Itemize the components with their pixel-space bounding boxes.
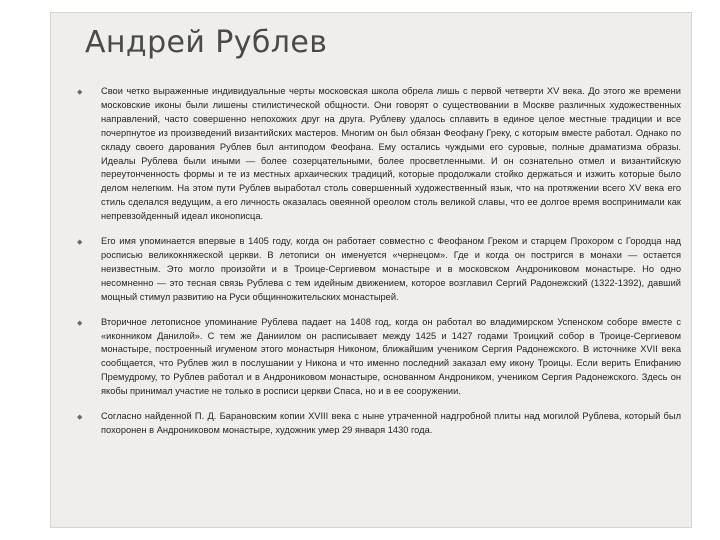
bullet-text-1: Свои четко выраженные индивидуальные черты московская школа обрела лишь с первой четверти XV века. До этого же времени московские иконы были лишены стилистической общности. Они говорят о существовании в Москве различных художественных направлений, часто совершенно непохожих друг на друга. Рублеву удалось сплавить в единое целое местные традиции и все почерпнутое из произведений византийских мастеров. Многим он был обязан Феофану Греку, с которым вместе работал. Однако по складу своего дарования Рублев был антиподом Феофана. Ему остались чуждыми его суровые, полные драматизма образы. Идеалы Рублева были иными — более созерцательными, более просветленными. И он сознательно отмел и византийскую переутонченность формы и те из местных архаических традиций, которые продолжали стойко держаться и изжить которые было делом нелегким. На этом пути Рублев выработал столь совершенный художественный язык, что на протяжении всего XV века его стиль сделался ведущим, а его личность оказалась овеянной ореолом столь великой славы, что ее долгое время воспринимали как непревзойденный идеал иконописца. (101, 86, 681, 222)
slide-title: Андрей Рублев (85, 25, 328, 60)
bullet-item-2 (77, 235, 681, 305)
bullet-item-4 (77, 410, 681, 438)
bullet-item-3 (77, 316, 681, 399)
bullet-marker-icon: ◆ (77, 239, 83, 247)
bullet-text-2: Его имя упоминается впервые в 1405 году, когда он работает совместно с Феофаном Греком и старцем Прохором с Городца над росписью великокняжеской церкви. В летописи он именуется «чернецом». Где и когда он постригся в монахи — остается неизвестным. Это могло произойти и в Троице-Сергиевом монастыре и в московском Андрониковом монастыре. Но одно несомненно — это тесная связь Рублева с тем идейным движением, которое возглавил Сергий Радонежский (1322-1392), давший мощный стимул развитию на Руси общинножительских монастырей. (101, 236, 681, 302)
bullet-text-3: Вторичное летописное упоминание Рублева падает на 1408 год, когда он работал во владимирском Успенском соборе вместе с «иконником Данилой». С тем же Даниилом он расписывает между 1425 и 1427 годами Троицкий собор в Троице-Сергиевом монастыре, построенный игуменом этого монастыря Никоном, ближайшим учеником Сергия Радонежского. В источнике XVII века сообщается, что Рублев жил в послушании у Никона и что именно последний заказал ему икону Троицы. Если верить Епифанию Премудрому, то Рублев работал и в Андрониковом монастыре, основанном Андроником, учеником Сергия Радонежского. Здесь он якобы принимал участие не только в росписи церкви Спаса, но и в ее сооружении. (101, 316, 681, 397)
bullet-item-1 (77, 85, 681, 224)
bullet-list (77, 85, 681, 449)
bullet-marker-icon: ◆ (77, 89, 83, 96)
bullet-marker-icon: ◆ (77, 319, 83, 327)
bullet-text-4: Согласно найденной П. Д. Барановским копии XVIII века с ныне утраченной надгробной плиты над могилой Рублева, который был похоронен в Андрониковом монастыре, художник умер 29 января 1430 года. (101, 411, 681, 435)
bullet-marker-icon: ◆ (77, 414, 83, 422)
slide (50, 12, 692, 528)
